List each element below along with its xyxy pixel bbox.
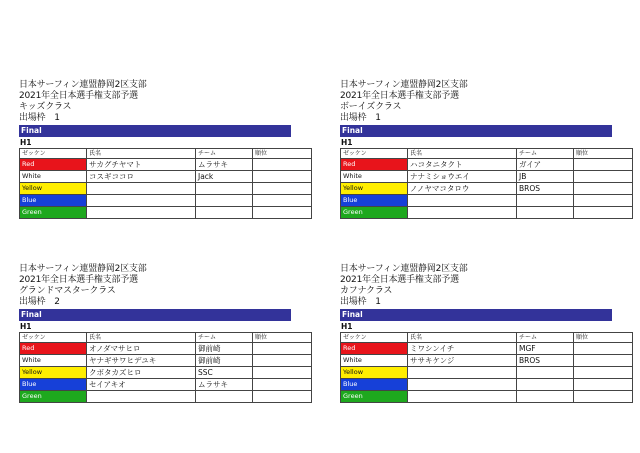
team-cell	[196, 207, 253, 219]
surfer-name-cell: ミワシンイチ	[408, 343, 517, 355]
jersey-color-cell: White	[341, 355, 408, 367]
table-row	[341, 379, 633, 391]
surfer-name-cell: サカグチヤマト	[87, 159, 196, 171]
surfer-name-cell: ノノヤマコタロウ	[408, 183, 517, 195]
table-row	[341, 355, 633, 367]
surfer-name-cell	[408, 367, 517, 379]
table-row	[20, 195, 312, 207]
team-cell: JB	[517, 171, 574, 183]
surfer-name-cell	[408, 391, 517, 403]
team-cell: BROS	[517, 183, 574, 195]
header-name: 氏名	[87, 149, 196, 159]
jersey-color-cell: Red	[341, 159, 408, 171]
table-row	[20, 159, 312, 171]
team-cell	[517, 391, 574, 403]
table-row	[20, 183, 312, 195]
header-rank: 順位	[253, 149, 312, 159]
surfer-name-cell: ササキケンジ	[408, 355, 517, 367]
jersey-color-cell: Yellow	[20, 183, 87, 195]
rank-cell	[253, 343, 312, 355]
jersey-color-cell: Blue	[341, 195, 408, 207]
team-cell	[517, 367, 574, 379]
table-row	[341, 367, 633, 379]
surfer-name-cell: コスギココロ	[87, 171, 196, 183]
header-team: チーム	[517, 333, 574, 343]
surfer-name-cell	[408, 379, 517, 391]
team-cell	[196, 391, 253, 403]
rank-cell	[253, 171, 312, 183]
team-cell	[517, 195, 574, 207]
team-cell: Jack	[196, 171, 253, 183]
surfer-name-cell: オノダマサヒロ	[87, 343, 196, 355]
entry-slot: 出場枠 1	[19, 113, 60, 123]
rank-cell	[253, 367, 312, 379]
jersey-color-cell: White	[20, 355, 87, 367]
heat-table	[19, 148, 312, 219]
table-row	[20, 207, 312, 219]
organizer-line: 日本サーフィン連盟静岡2区支部	[340, 80, 468, 90]
organizer-line: 日本サーフィン連盟静岡2区支部	[19, 80, 147, 90]
final-bar: Final	[19, 309, 291, 321]
class-name: キッズクラス	[19, 102, 72, 112]
heat-sheet-boys	[340, 80, 612, 219]
heat-label: H1	[20, 322, 32, 331]
sheet-header	[340, 264, 612, 308]
header-rank: 順位	[574, 333, 633, 343]
entry-slot: 出場枠 1	[340, 297, 381, 307]
surfer-name-cell	[87, 195, 196, 207]
table-row	[341, 159, 633, 171]
header-zekken: ゼッケン	[20, 149, 87, 159]
team-cell: 御前崎	[196, 343, 253, 355]
surfer-name-cell: ヤナギサワヒデユキ	[87, 355, 196, 367]
rank-cell	[253, 195, 312, 207]
surfer-name-cell: セイアキオ	[87, 379, 196, 391]
table-header-row	[20, 333, 312, 343]
rank-cell	[253, 159, 312, 171]
surfer-name-cell: ナナミショウエイ	[408, 171, 517, 183]
rank-cell	[574, 195, 633, 207]
surfer-name-cell	[87, 207, 196, 219]
heat-table	[340, 148, 633, 219]
heat-label: H1	[20, 138, 32, 147]
class-name: ボーイズクラス	[340, 102, 402, 112]
surfer-name-cell	[408, 207, 517, 219]
heat-sheet-kids	[19, 80, 291, 219]
rank-cell	[574, 207, 633, 219]
jersey-color-cell: Yellow	[341, 183, 408, 195]
table-header-row	[341, 333, 633, 343]
surfer-name-cell: クボタカズヒロ	[87, 367, 196, 379]
header-name: 氏名	[408, 333, 517, 343]
surfer-name-cell	[87, 391, 196, 403]
jersey-color-cell: Green	[341, 207, 408, 219]
jersey-color-cell: Red	[341, 343, 408, 355]
jersey-color-cell: Green	[20, 391, 87, 403]
jersey-color-cell: Blue	[341, 379, 408, 391]
table-row	[341, 183, 633, 195]
rank-cell	[574, 355, 633, 367]
table-row	[20, 367, 312, 379]
surfer-name-cell	[87, 183, 196, 195]
heat-sheet-kahuna	[340, 264, 612, 403]
sheet-header	[19, 264, 291, 308]
rank-cell	[574, 183, 633, 195]
header-zekken: ゼッケン	[20, 333, 87, 343]
table-row	[20, 343, 312, 355]
heat-label: H1	[341, 322, 353, 331]
team-cell: 御前崎	[196, 355, 253, 367]
event-title: 2021年全日本選手権支部予選	[340, 91, 459, 101]
final-bar: Final	[19, 125, 291, 137]
jersey-color-cell: Green	[341, 391, 408, 403]
header-zekken: ゼッケン	[341, 149, 408, 159]
table-row	[20, 355, 312, 367]
header-team: チーム	[517, 149, 574, 159]
class-name: カフナクラス	[340, 286, 393, 296]
team-cell: ムラサキ	[196, 159, 253, 171]
rank-cell	[574, 379, 633, 391]
team-cell: ムラサキ	[196, 379, 253, 391]
organizer-line: 日本サーフィン連盟静岡2区支部	[340, 264, 468, 274]
sheet-header	[19, 80, 291, 124]
final-bar: Final	[340, 309, 612, 321]
rank-cell	[574, 171, 633, 183]
heat-sheet-grandmaster	[19, 264, 291, 403]
table-row	[20, 391, 312, 403]
entry-slot: 出場枠 1	[340, 113, 381, 123]
rank-cell	[253, 207, 312, 219]
table-row	[341, 207, 633, 219]
jersey-color-cell: Blue	[20, 195, 87, 207]
heat-table	[340, 332, 633, 403]
header-zekken: ゼッケン	[341, 333, 408, 343]
jersey-color-cell: Blue	[20, 379, 87, 391]
rank-cell	[253, 355, 312, 367]
jersey-color-cell: Green	[20, 207, 87, 219]
rank-cell	[574, 343, 633, 355]
team-cell	[517, 207, 574, 219]
jersey-color-cell: Yellow	[20, 367, 87, 379]
team-cell: BROS	[517, 355, 574, 367]
surfer-name-cell: ハコタニタクト	[408, 159, 517, 171]
table-row	[20, 379, 312, 391]
rank-cell	[574, 367, 633, 379]
team-cell	[196, 183, 253, 195]
header-rank: 順位	[574, 149, 633, 159]
heat-table	[19, 332, 312, 403]
entry-slot: 出場枠 2	[19, 297, 60, 307]
heat-label: H1	[341, 138, 353, 147]
header-team: チーム	[196, 149, 253, 159]
table-row	[341, 195, 633, 207]
table-header-row	[341, 149, 633, 159]
jersey-color-cell: White	[20, 171, 87, 183]
rank-cell	[253, 391, 312, 403]
table-row	[341, 343, 633, 355]
header-rank: 順位	[253, 333, 312, 343]
event-title: 2021年全日本選手権支部予選	[340, 275, 459, 285]
class-name: グランドマスタークラス	[19, 286, 116, 296]
surfer-name-cell	[408, 195, 517, 207]
jersey-color-cell: Red	[20, 159, 87, 171]
rank-cell	[253, 379, 312, 391]
sheet-header	[340, 80, 612, 124]
organizer-line: 日本サーフィン連盟静岡2区支部	[19, 264, 147, 274]
rank-cell	[253, 183, 312, 195]
table-row	[20, 171, 312, 183]
team-cell: ガイア	[517, 159, 574, 171]
table-row	[341, 171, 633, 183]
rank-cell	[574, 159, 633, 171]
header-name: 氏名	[408, 149, 517, 159]
rank-cell	[574, 391, 633, 403]
team-cell: SSC	[196, 367, 253, 379]
header-name: 氏名	[87, 333, 196, 343]
final-bar: Final	[340, 125, 612, 137]
jersey-color-cell: Red	[20, 343, 87, 355]
event-title: 2021年全日本選手権支部予選	[19, 275, 138, 285]
header-team: チーム	[196, 333, 253, 343]
team-cell	[517, 379, 574, 391]
jersey-color-cell: White	[341, 171, 408, 183]
team-cell: MGF	[517, 343, 574, 355]
event-title: 2021年全日本選手権支部予選	[19, 91, 138, 101]
jersey-color-cell: Yellow	[341, 367, 408, 379]
team-cell	[196, 195, 253, 207]
table-row	[341, 391, 633, 403]
table-header-row	[20, 149, 312, 159]
